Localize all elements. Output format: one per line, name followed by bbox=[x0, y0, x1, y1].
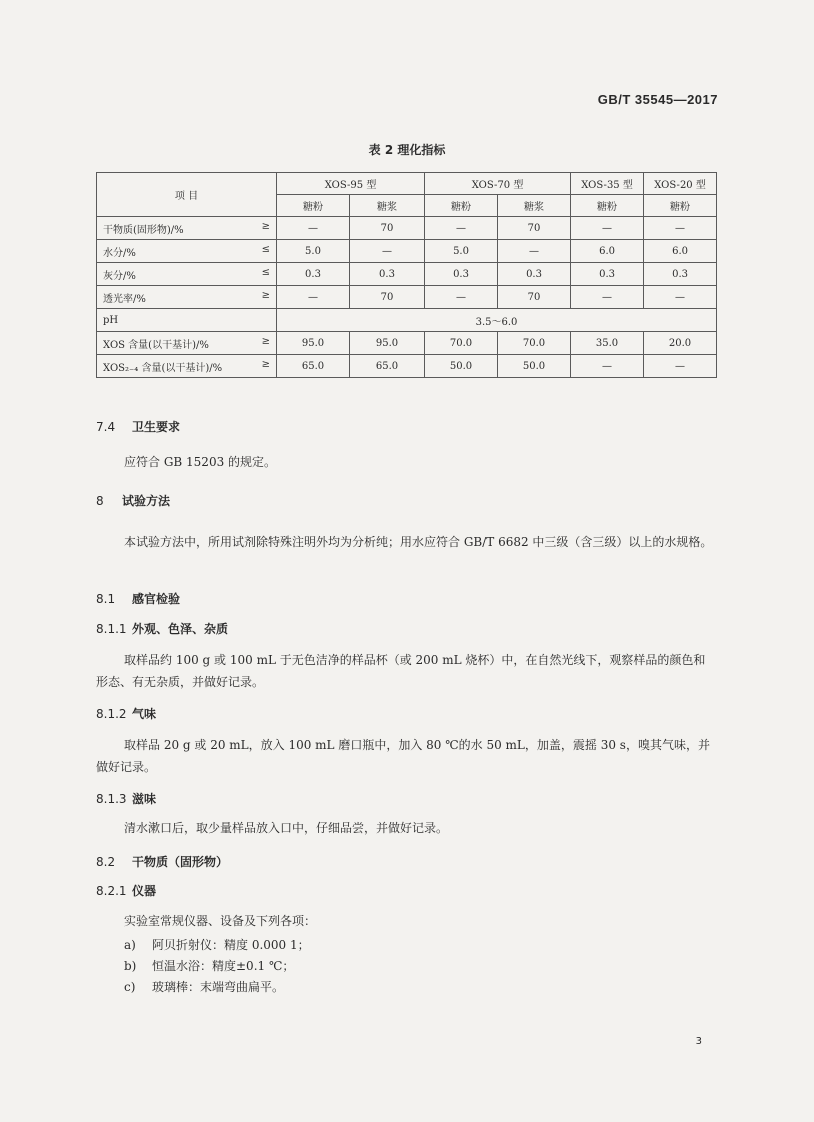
table-cell: 50.0 bbox=[498, 355, 571, 378]
page-number: 3 bbox=[695, 1036, 702, 1047]
table-cell: 95.0 bbox=[277, 332, 350, 355]
table-cell: 70.0 bbox=[498, 332, 571, 355]
table-cell: 5.0 bbox=[425, 240, 498, 263]
section-text-8: 本试验方法中，所用试剂除特殊注明外均为分析纯；用水应符合 GB/T 6682 中三级（含三级）以上的水规格。 bbox=[124, 535, 713, 549]
table-cell: 5.0 bbox=[277, 240, 350, 263]
table-row bbox=[97, 217, 717, 240]
table-cell: — bbox=[277, 217, 350, 240]
row-label: XOS₂₋₄ 含量(以干基计)/% ≥ bbox=[97, 355, 277, 378]
table-cell: 70.0 bbox=[425, 332, 498, 355]
table-cell: — bbox=[644, 355, 717, 378]
table-cell: — bbox=[644, 286, 717, 309]
table-cell: — bbox=[571, 217, 644, 240]
table-header-item: 项 目 bbox=[97, 173, 277, 217]
table-subheader: 糖粉 bbox=[571, 195, 644, 217]
section-heading-8-1: 8.1 感官检验 bbox=[96, 592, 181, 606]
table-subheader: 糖浆 bbox=[498, 195, 571, 217]
table-cell: 0.3 bbox=[571, 263, 644, 286]
table-cell: 70 bbox=[498, 217, 571, 240]
table-header-group: XOS-95 型 bbox=[277, 173, 425, 195]
table-cell: 50.0 bbox=[425, 355, 498, 378]
section-heading-8-2-1: 8.2.1 仪器 bbox=[96, 884, 157, 898]
section-heading-8-1-1: 8.1.1 外观、色泽、杂质 bbox=[96, 622, 229, 636]
table-subheader: 糖粉 bbox=[425, 195, 498, 217]
table-cell: 0.3 bbox=[425, 263, 498, 286]
row-label: 透光率/% ≥ bbox=[97, 286, 277, 309]
section-text-7-4: 应符合 GB 15203 的规定。 bbox=[124, 455, 277, 469]
section-text-8-1-1: 取样品约 100 g 或 100 mL 于无色洁净的样品杯（或 200 mL 烧杯）中，在自然光线下，观察样品的颜色和形态、有无杂质，并做好记录。 bbox=[96, 653, 706, 689]
section-text-8-2-1: 实验室常规仪器、设备及下列各项： bbox=[124, 914, 317, 928]
table-cell: — bbox=[350, 240, 425, 263]
table-cell: 70 bbox=[350, 217, 425, 240]
list-item: c) 玻璃棒：末端弯曲扁平。 bbox=[124, 980, 285, 994]
table-cell: — bbox=[498, 240, 571, 263]
row-label: 灰分/% ≤ bbox=[97, 263, 277, 286]
spec-table bbox=[96, 172, 717, 378]
table-subheader: 糖粉 bbox=[644, 195, 717, 217]
standard-code: GB/T 35545—2017 bbox=[597, 92, 718, 107]
table-cell: 6.0 bbox=[644, 240, 717, 263]
section-text-8-1-2: 取样品 20 g 或 20 mL，放入 100 mL 磨口瓶中，加入 80 ℃的水 50 mL，加盖，震摇 30 s，嗅其气味，并做好记录。 bbox=[96, 738, 710, 774]
table-header-group: XOS-35 型 bbox=[571, 173, 644, 195]
row-label: 干物质(固形物)/% ≥ bbox=[97, 217, 277, 240]
table-subheader: 糖粉 bbox=[277, 195, 350, 217]
table-cell: 6.0 bbox=[571, 240, 644, 263]
table-cell: 70 bbox=[498, 286, 571, 309]
list-item: b) 恒温水浴：精度±0.1 ℃； bbox=[124, 959, 295, 973]
list-item: a) 阿贝折射仪：精度 0.000 1； bbox=[124, 938, 310, 952]
table-title: 表 2 理化指标 bbox=[368, 143, 446, 157]
table-cell: 35.0 bbox=[571, 332, 644, 355]
table-row bbox=[97, 355, 717, 378]
table-subheader: 糖浆 bbox=[350, 195, 425, 217]
table-cell-merged: 3.5～6.0 bbox=[277, 309, 717, 332]
section-heading-8-1-2: 8.1.2 气味 bbox=[96, 707, 157, 721]
table-cell: — bbox=[425, 286, 498, 309]
table-cell: 0.3 bbox=[277, 263, 350, 286]
table-row bbox=[97, 332, 717, 355]
table-cell: — bbox=[644, 217, 717, 240]
table-cell: 0.3 bbox=[644, 263, 717, 286]
table-row bbox=[97, 286, 717, 309]
section-heading-8: 8 试验方法 bbox=[96, 494, 171, 508]
table-cell: 95.0 bbox=[350, 332, 425, 355]
table-cell: 65.0 bbox=[277, 355, 350, 378]
table-cell: 20.0 bbox=[644, 332, 717, 355]
table-cell: 0.3 bbox=[350, 263, 425, 286]
table-cell: — bbox=[571, 355, 644, 378]
table-cell: — bbox=[277, 286, 350, 309]
table-row bbox=[97, 309, 717, 332]
table-cell: 0.3 bbox=[498, 263, 571, 286]
table-cell: 70 bbox=[350, 286, 425, 309]
table-cell: — bbox=[425, 217, 498, 240]
table-cell: — bbox=[571, 286, 644, 309]
section-heading-7-4: 7.4 卫生要求 bbox=[96, 420, 181, 434]
section-text-8-1-3: 清水漱口后，取少量样品放入口中，仔细品尝，并做好记录。 bbox=[124, 821, 449, 835]
section-heading-8-2: 8.2 干物质（固形物） bbox=[96, 855, 229, 869]
section-heading-8-1-3: 8.1.3 滋味 bbox=[96, 792, 157, 806]
table-header-group: XOS-70 型 bbox=[425, 173, 571, 195]
table-row bbox=[97, 240, 717, 263]
table-row bbox=[97, 263, 717, 286]
row-label: pH bbox=[97, 309, 277, 332]
row-label: 水分/% ≤ bbox=[97, 240, 277, 263]
table-cell: 65.0 bbox=[350, 355, 425, 378]
table-header-row bbox=[97, 173, 717, 195]
row-label: XOS 含量(以干基计)/% ≥ bbox=[97, 332, 277, 355]
table-header-group: XOS-20 型 bbox=[644, 173, 717, 195]
